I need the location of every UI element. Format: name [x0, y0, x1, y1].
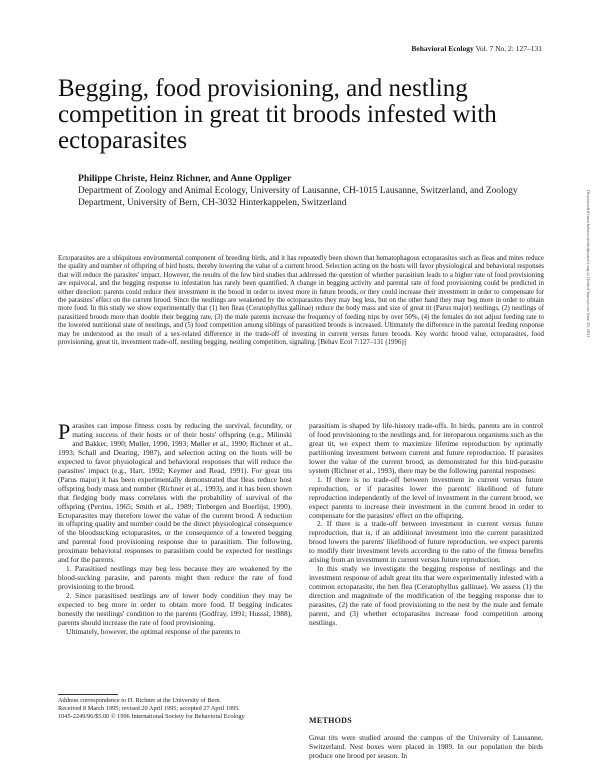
- right-paragraph-3: 2. If there is a trade-off between investment in current versus future reproduction, that is, if an additional investment into the current parasitized brood lowers the parents' likelihood of future reproduction, we expect parents to modify their investment levels according to the ratio of the fitness benefits arising from an investment in current versus future reproduction.: [309, 519, 543, 565]
- methods-heading: METHODS: [309, 716, 352, 725]
- download-watermark: Downloaded from beheco.oxfordjournals.org at Oxford Journals on June 29, 2011: [586, 190, 591, 338]
- right-paragraph-2: 1. If there is no trade-off between investment in current versus future reproduction, or if parasites lower the parents' likelihood of future reproduction independently of the level of investment in the current brood, we expect parents to increase their investment in the current brood in order to compensate for the parasites' effect on the offspring.: [309, 474, 543, 520]
- intro-paragraph-2: 1. Parasitised nestlings may beg less because they are weakened by the blood-sucking parasite, and parents might then reduce the rate of food provisioning to the brood.: [58, 564, 292, 592]
- right-paragraph-1: parasitism is shaped by life-history trade-offs. In birds, parents are in control of food provisioning to the nestlings and, for iteroparous organisms such as the great tit, we expect them to maximize lifetime reproduction by optimally partitioning investment between current and future reproduction. If parasites lower the value of the current brood, as demonstrated for this bird-parasite system (Richner et al., 1993), there may be the following parental responses:: [309, 421, 543, 475]
- intro-paragraph-1: [58, 419, 292, 565]
- drop-cap: P: [58, 419, 71, 444]
- journal-citation: Vol. 7 No. 2: 127–131: [475, 44, 542, 53]
- article-title: Begging, food provisioning, and nestling competition in great tit broods infested with ectoparasites: [58, 75, 497, 154]
- author-affiliation: Department of Zoology and Animal Ecology, University of Lausanne, CH-1015 Lausanne, Switzerland, and Zoology Department, University of Bern, CH-3032 Hinterkappelen, Switzerland: [78, 186, 518, 208]
- journal-name: Behavioral Ecology: [411, 44, 474, 53]
- intro-paragraph-4: Ultimately, however, the optimal response of the parents to: [66, 626, 241, 636]
- footnotes: [58, 697, 292, 720]
- footnote-copyright: 1045-2249/96/$5.00 © 1996 International Society for Behavioral Ecology: [58, 712, 245, 720]
- right-column: [309, 422, 543, 628]
- footnote-correspondence: Address correspondence to H. Richner at the University of Bern.: [58, 697, 222, 704]
- footnote-rule: [58, 694, 118, 695]
- intro-paragraph-1-text: arasites can impose fitness costs by reducing the survival, fecundity, or mating success of their hosts or of their hosts' offspring (e.g., Milinski and Bakker, 1990; Møller, 1990, 1993; Møller et al., 1990; Richner et al., 1993; Schall and Dearing, 1987), and selection acting on the hosts will be expected to favor physiological and behavioral responses that will reduce the parasites' impact (e.g., Hart, 1992; Keymer and Read, 1991). For great tits (Parus major) it has been experimentally demonstrated that fleas reduce host offspring body mass and number (Richner et al., 1993), and it has been shown that fledging body mass correlates with the probability of survival of the offspring (Perrins, 1965; Smith et al., 1989; Tinbergen and Boerlijst, 1990). Ectoparasites may therefore lower the value of the current brood. A reduction in offspring quality and number could be the direct physiological consequence of the bloodsucking ectoparasites, or the consequence of a lowered begging and parental food provisioning response due to parasitism. The following, proximate behavioral responses to parasitism could be expected for nestlings and for the parents.: [58, 421, 292, 565]
- left-column: [58, 419, 292, 637]
- methods-paragraph: Great tits were studied around the campus of the University of Lausanne, Switzerland. Nest boxes were placed in 1989. In our population the birds produce one brood per season. In: [309, 733, 543, 760]
- running-head: [411, 44, 542, 53]
- footnote-dates: Received 8 March 1995; revised 20 April 1995; accepted 27 April 1995.: [58, 704, 240, 712]
- author-list: Philippe Christe, Heinz Richner, and Anne Oppliger: [78, 173, 292, 184]
- abstract: Ectoparasites are a ubiquitous environmental component of breeding birds, and it has repeatedly been shown that hematophagous ectoparasites such as fleas and mites reduce the quality and number of offspring of bird hosts, thereby lowering the value of a current brood. Selection acting on the hosts will favor physiological and behavioral responses that will reduce the parasites' impact. However, the results of the few bird studies that addressed the question of whether parasitism leads to a higher rate of food provisioning are equivocal, and the begging response to infestation has rarely been quantified. A change in begging activity and parental rate of food provisioning could be predicted in either direction: parents could reduce their investment in the brood in order to invest more in future broods, or they could increase their investment in order to compensate for the parasites' effect on the current brood. Since the nestlings are weakened by the ectoparasites they may beg less, but on the other hand they may beg more in order to obtain more food. In this study we show experimentally that (1) hen fleas (Ceratophyllus gallinae) reduce the body mass and size of great tit (Parus major) nestlings, (2) nestlings of parasitized broods more than double their begging rate, (3) the male parents increase the frequency of feeding trips by over 50%, (4) the females do not adjust feeding rate to the lowered nutritional state of nestlings, and (5) food competition among siblings of parasitized broods is increased. Ultimately the difference in the parental feeding response may be understood as the result of a sex-related difference in the trade-off of investing in current versus future broods. Key words: brood value, ectoparasites, food provisioning, great tit, investment trade-off, nestling begging, nestling competition, signaling. [Behav Ecol 7:127–131 (1996)]: [58, 255, 544, 347]
- right-paragraph-4: In this study we investigate the begging response of nestlings and the investment response of adult great tits that were experimentally infested with a common ectoparasite, the hen flea (Ceratophyllus gallinae). We assess (1) the direction and magnitude of the modification of the begging response due to parasites, (2) the rate of food provisioning to the nest by the male and female parent, and (3) whether ectoparasites increase food competition among nestlings.: [309, 564, 543, 627]
- intro-paragraph-3: 2. Since parasitised nestlings are of lower body condition they may be expected to beg more in order to obtain more food. If begging indicates honestly the nestlings' condition to the parents (Godfray, 1991; Husssl, 1988), parents should increase the rate of food provisioning.: [58, 591, 292, 627]
